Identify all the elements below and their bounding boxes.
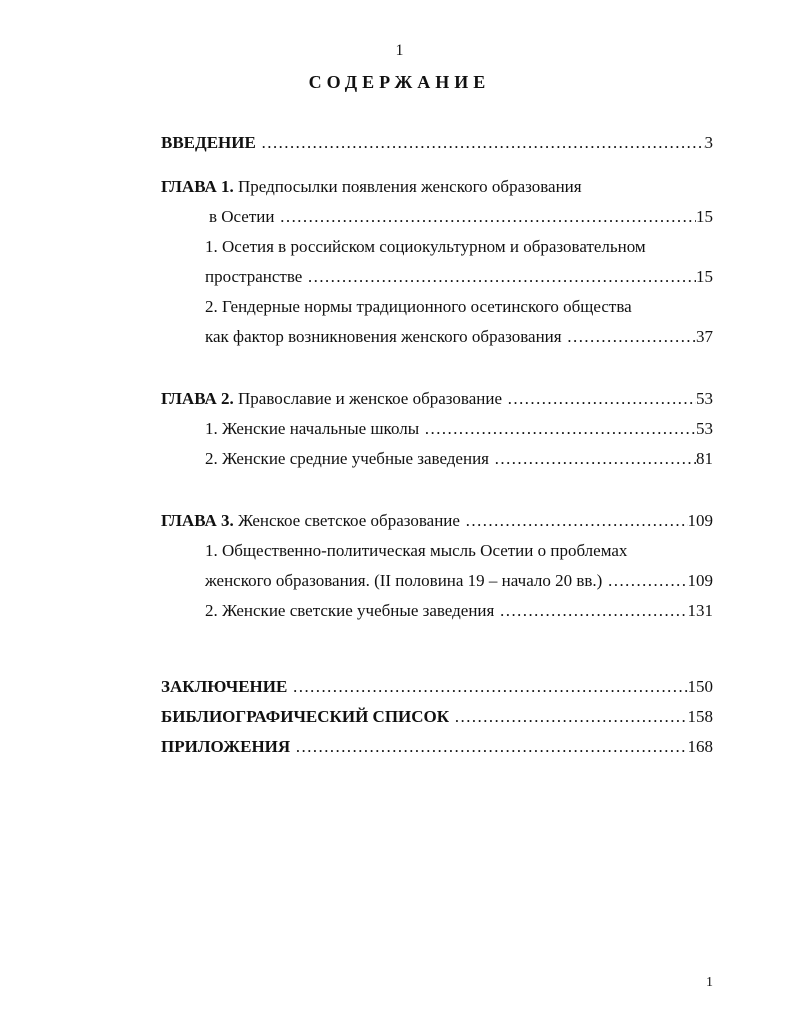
leader-dots [562,322,696,352]
toc-entry-chapter2[interactable] [161,384,713,414]
leader-dots [302,262,696,292]
page-number-bottom: 1 [706,975,713,990]
chapter3-section1-page: 109 [687,571,713,590]
toc-chapter1-heading[interactable] [161,172,713,202]
toc-entry-chapter2-section2[interactable] [161,444,713,474]
toc-entry-chapter1[interactable] [161,202,713,232]
chapter3-section2-page: 131 [687,601,713,620]
appendices-page: 168 [687,737,713,756]
toc-intro-page: 3 [704,133,713,152]
toc-chapter1-section2-line1[interactable]: 2. Гендерные нормы традиционного осетинского общества [205,297,632,316]
appendices-label: ПРИЛОЖЕНИЯ [161,737,291,756]
toc-entry-conclusion[interactable] [161,672,713,702]
table-of-contents [161,128,713,762]
leader-dots [274,202,696,232]
bibliography-label: БИБЛИОГРАФИЧЕСКИЙ СПИСОК [161,707,450,726]
chapter1-title-line2: в Осетии [209,207,275,226]
leader-dots [460,506,688,536]
chapter2-section1-label: 1. Женские начальные школы [205,419,420,438]
toc-entry-chapter3-section2[interactable] [161,596,713,626]
chapter2-section1-page: 53 [696,419,713,438]
leader-dots [502,384,696,414]
chapter3-title: Женское светское образование [238,511,460,530]
chapter1-section1-page: 15 [696,267,713,286]
toc-entry-chapter2-section1[interactable] [161,414,713,444]
toc-chapter3-section1-line1[interactable]: 1. Общественно-политическая мысль Осетии о проблемах [205,541,628,560]
chapter1-section1-line2: пространстве [205,267,303,286]
chapter3-page: 109 [687,511,713,530]
toc-chapter1-section1-line1[interactable]: 1. Осетия в российском социокультурном и образовательном [205,237,646,256]
toc-entry-appendices[interactable] [161,732,713,762]
chapter1-prefix: ГЛАВА 1. [161,177,234,196]
chapter3-section1-line2: женского образования. (II половина 19 – начало 20 вв.) [205,571,603,590]
toc-entry-chapter1-section1[interactable] [161,262,713,292]
chapter1-page: 15 [696,207,713,226]
conclusion-page: 150 [687,677,713,696]
page-number-top: 1 [395,42,404,59]
leader-dots [449,702,687,732]
toc-entry-intro[interactable] [161,128,713,158]
chapter3-prefix: ГЛАВА 3. [161,511,234,530]
chapter2-title: Православие и женское образование [238,389,503,408]
leader-dots [256,128,705,158]
toc-entry-chapter1-section2[interactable] [161,322,713,352]
chapter2-section2-label: 2. Женские средние учебные заведения [205,449,489,468]
toc-entry-chapter3[interactable] [161,506,713,536]
leader-dots [290,732,687,762]
toc-intro-label: ВВЕДЕНИЕ [161,133,256,152]
chapter2-prefix: ГЛАВА 2. [161,389,234,408]
leader-dots [494,596,687,626]
chapter1-section2-line2: как фактор возникновения женского образования [205,327,562,346]
chapter1-title-line1: Предпосылки появления женского образования [238,177,582,196]
leader-dots [489,444,696,474]
toc-title: СОДЕРЖАНИЕ [308,72,491,92]
chapter2-page: 53 [696,389,713,408]
leader-dots [419,414,696,444]
conclusion-label: ЗАКЛЮЧЕНИЕ [161,677,288,696]
leader-dots [287,672,687,702]
toc-entry-bibliography[interactable] [161,702,713,732]
leader-dots [602,566,687,596]
chapter2-section2-page: 81 [696,449,713,468]
toc-entry-chapter3-section1[interactable] [161,566,713,596]
chapter3-section2-label: 2. Женские светские учебные заведения [205,601,495,620]
chapter1-section2-page: 37 [696,327,713,346]
bibliography-page: 158 [687,707,713,726]
